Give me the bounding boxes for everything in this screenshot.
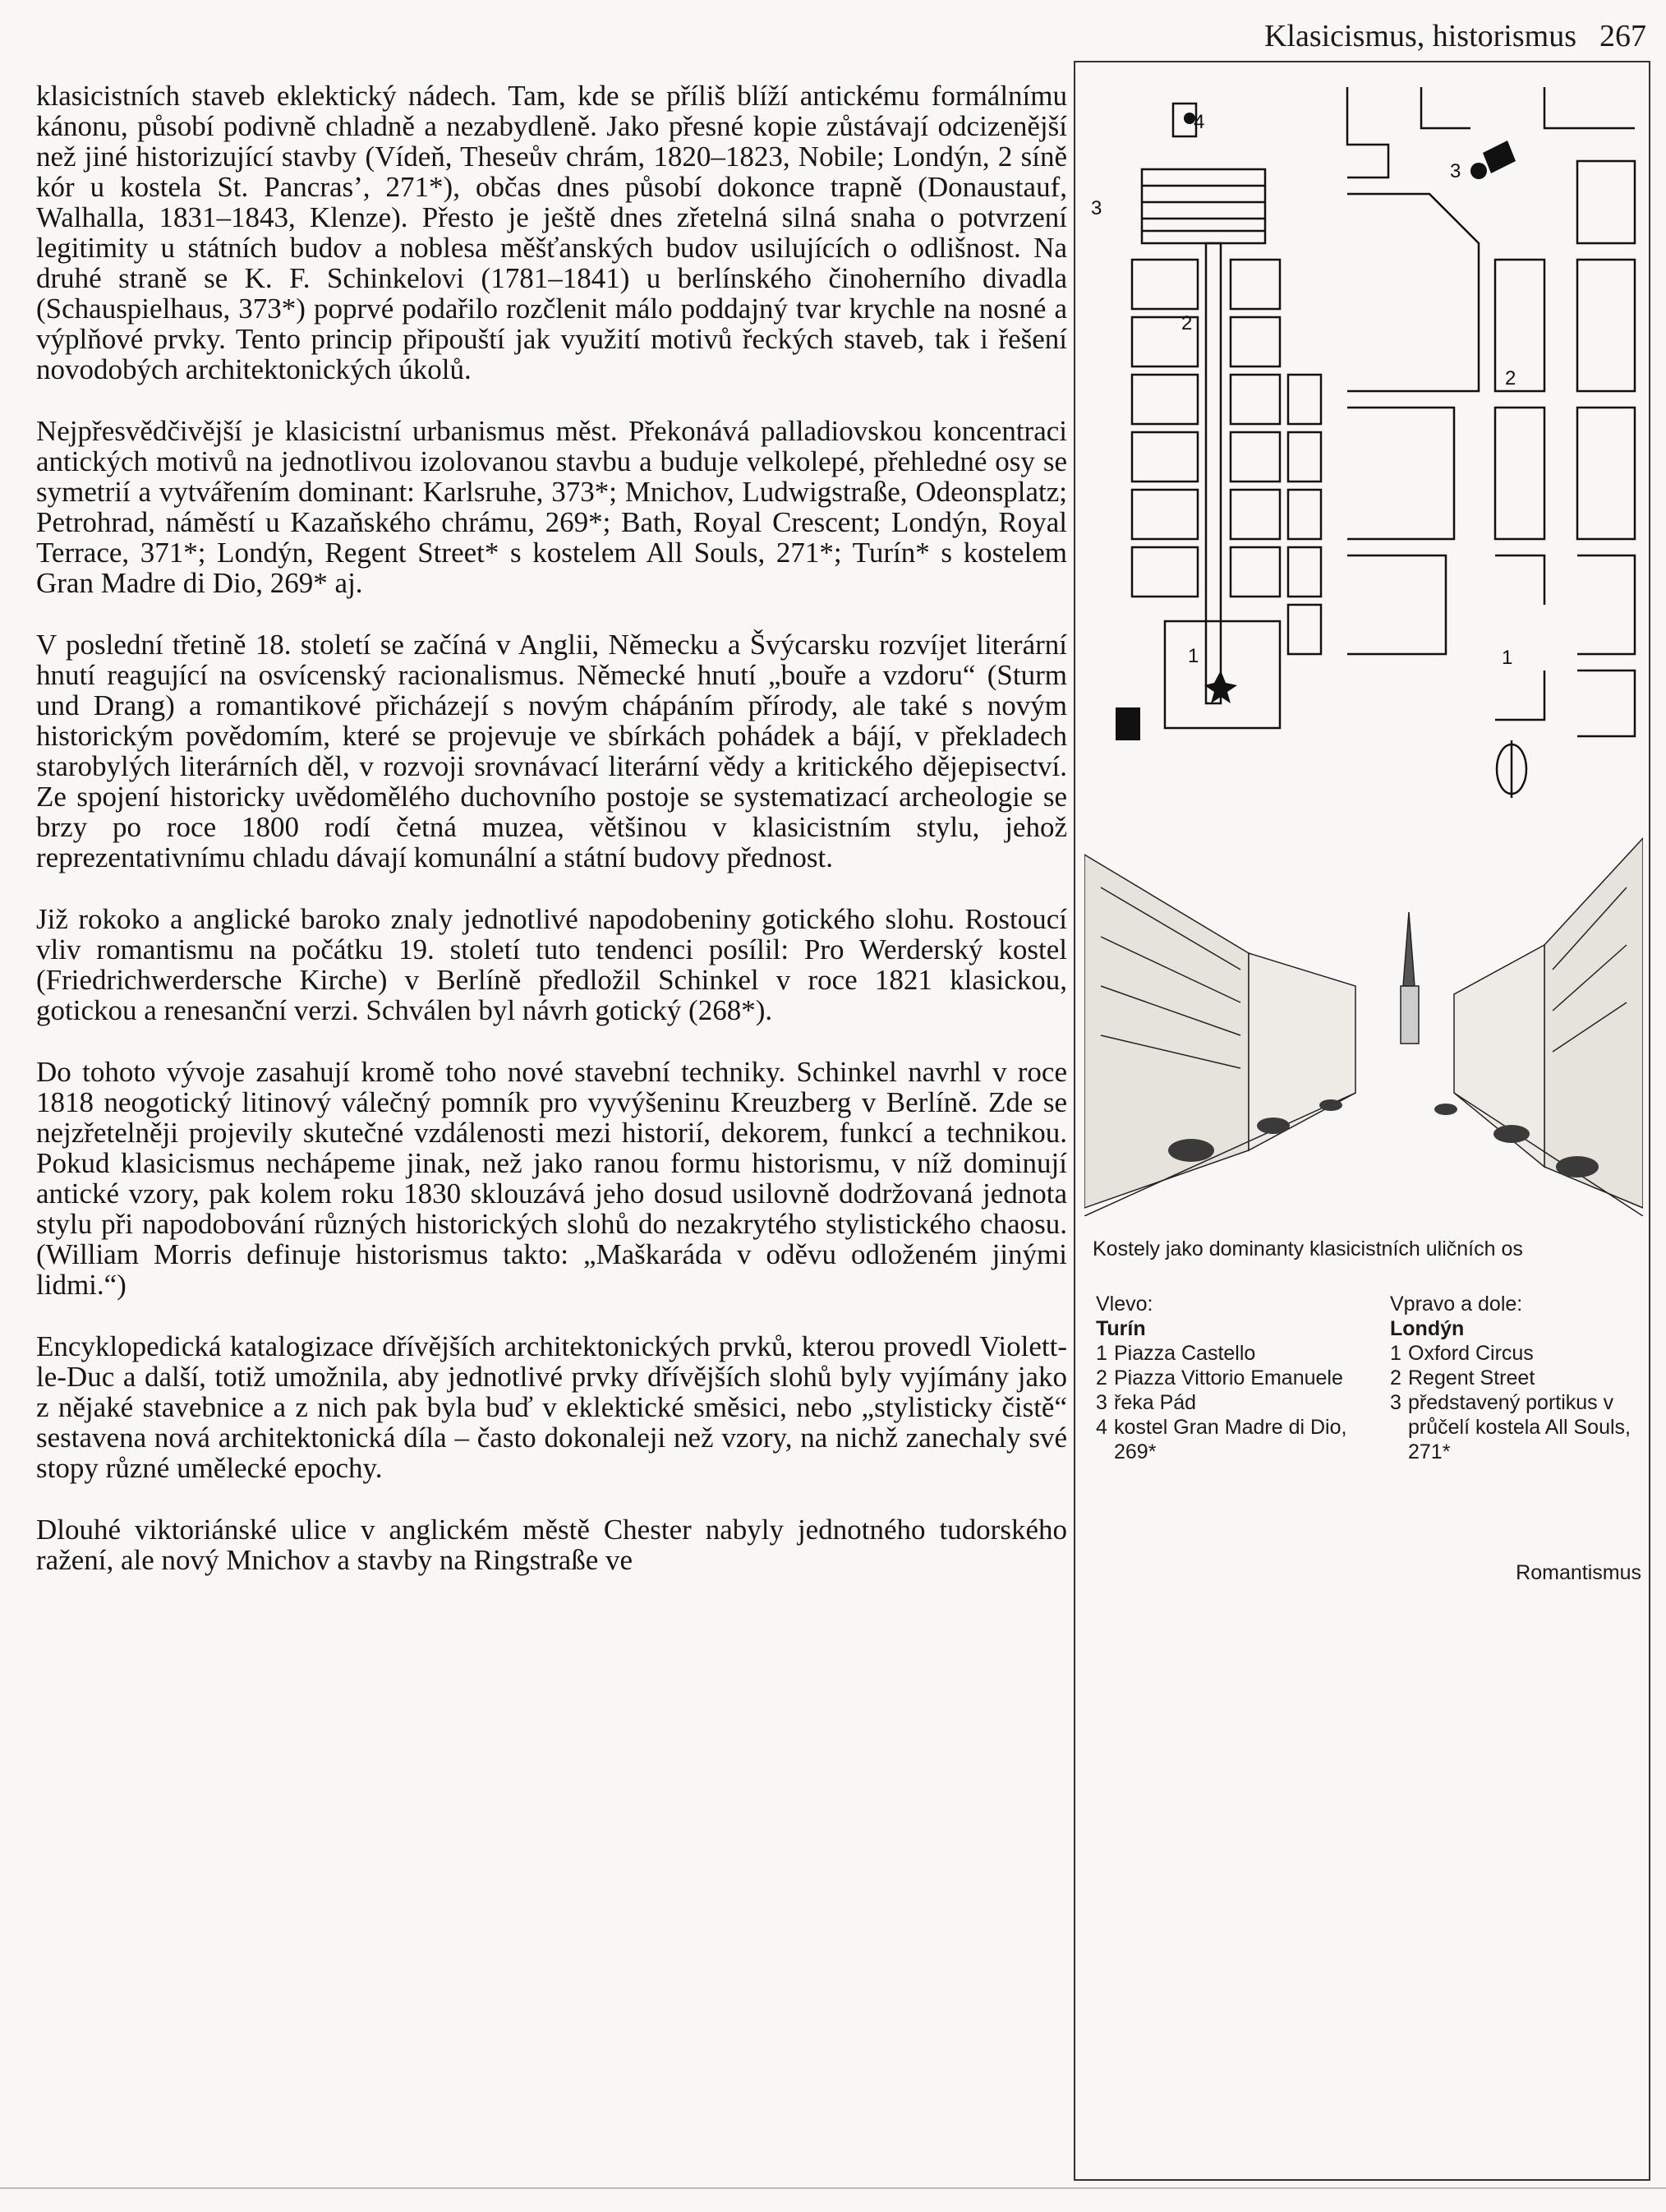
legend-item bbox=[1390, 1341, 1653, 1366]
figure-caption-title: Kostely jako dominanty klasicistních uličních os bbox=[1093, 1237, 1523, 1260]
legend-number: 4 bbox=[1096, 1416, 1107, 1439]
legend-city: Londýn bbox=[1390, 1317, 1465, 1340]
bottom-rule bbox=[0, 2187, 1666, 2189]
main-text-column bbox=[36, 81, 1067, 1606]
side-section-label: Romantismus bbox=[1516, 1561, 1641, 1584]
turin-street-plan bbox=[1083, 79, 1329, 786]
legend-item bbox=[1096, 1366, 1367, 1390]
legend-label: řeka Pád bbox=[1114, 1391, 1197, 1414]
paragraph: klasicistních staveb eklektický nádech. Tam, kde se příliš blíží antickému formálnímu kánonu, působí podivně chladně a nezabydleně. Jako přesné kopie zůstávají odcizenější než jiné historizující stavby (Vídeň, Theseův chrám, 1820–1823, Nobile; Londýn, 2 síně kór u kostela St. Pancras’, 271*), občas dnes působí dokonce trapně (Donaustauf, Walhalla, 1831–1843, Klenze). Přesto je ještě dnes zřetelná silná snaha o potvrzení legitimity u státních budov a noblesa měšťanských budov usilujících o odlišnost. Na druhé straně se K. F. Schinkelovi (1781–1841) u berlínského činoherního divadla (Schauspielhaus, 373*) poprvé podařilo rozčlenit málo poddajný tvar krychle na nosné a výplňové prvky. Tento princip připouští jak využití motivů řeckých staveb, tak i řešení novodobých architektonických úkolů. bbox=[36, 80, 1067, 385]
map-label: 3 bbox=[1091, 197, 1102, 219]
london-legend bbox=[1390, 1292, 1653, 1464]
legend-number: 3 bbox=[1096, 1391, 1107, 1414]
legend-item bbox=[1096, 1341, 1367, 1366]
legend-item bbox=[1390, 1390, 1653, 1464]
legend-number: 2 bbox=[1390, 1366, 1401, 1389]
legend-number: 1 bbox=[1390, 1342, 1401, 1365]
running-head bbox=[1264, 18, 1646, 54]
page-number: 267 bbox=[1599, 19, 1646, 53]
map-label: 4 bbox=[1194, 111, 1205, 133]
map-label: 3 bbox=[1450, 160, 1461, 182]
legend-label: Regent Street bbox=[1408, 1366, 1535, 1389]
legend-item bbox=[1096, 1415, 1367, 1464]
paragraph: Encyklopedická katalogizace dřívějších architektonických prvků, kterou provedl Violett-le-Duc a další, totiž umožnila, aby jednotlivé prvky dřívějších slohů byly vyjímány jako z nějaké stavebnice a z nich pak byla buď v eklektické směsici, nebo „stylisticky čistě“ sestavena nová architektonická díla – často dokonaleji než vzory, na nichž zanechaly své stopy různé umělecké epochy. bbox=[36, 1330, 1067, 1484]
legend-item bbox=[1390, 1366, 1653, 1390]
legend-heading: Vlevo: bbox=[1096, 1293, 1153, 1316]
turin-legend bbox=[1096, 1292, 1367, 1464]
paragraph: V poslední třetině 18. století se začíná v Anglii, Německu a Švýcarsku rozvíjet literární hnutí reagující na osvícenský racionalismus. Německé hnutí „bouře a vzdoru“ (Sturm und Drang) a romantikové přicházejí s novým chápáním přírody, ale také s novým historickým povědomím, které se projevuje ve sbírkách pohádek a bájí, v překladech starobylých literárních děl, v rozvoji srovnávací literární vědy a kritického dějepisectví. Ze spojení historicky uvědomělého duchovního postoje se systematizací archeologie se brzy po roce 1800 rodí četná muzea, většinou v klasicistním stylu, jehož reprezentativnímu chladu dávají komunální a státní budovy přednost. bbox=[36, 629, 1067, 873]
map-label: 2 bbox=[1505, 367, 1516, 389]
legend-label: kostel Gran Madre di Dio, 269* bbox=[1114, 1416, 1347, 1463]
legend-item bbox=[1096, 1390, 1367, 1415]
legend-number: 3 bbox=[1390, 1391, 1401, 1414]
legend-number: 2 bbox=[1096, 1366, 1107, 1389]
paragraph: Již rokoko a anglické baroko znaly jednotlivé napodobeniny gotického slohu. Rostoucí vliv romantismu na počátku 19. století tuto tendenci posílil: Pro Werderský kostel (Friedrichwerdersche Kirche) v Berlíně předložil Schinkel v roce 1821 klasickou, gotickou a renesanční verzi. Schválen byl návrh gotický (268*). bbox=[36, 903, 1067, 1026]
legend-label: Piazza Vittorio Emanuele bbox=[1114, 1366, 1343, 1389]
legend-number: 1 bbox=[1096, 1342, 1107, 1365]
paragraph: Dlouhé viktoriánské ulice v anglickém městě Chester nabyly jednotného tudorského ražení, ale nový Mnichov a stavby na Ringstraße ve bbox=[36, 1514, 1067, 1576]
paragraph: Nejpřesvědčivější je klasicistní urbanismus měst. Překonává palladiovskou koncentraci antických motivů na jednotlivou izolovanou stavbu a buduje velkolepé, přehledné osy se symetrií a vytvářením dominant: Karlsruhe, 373*; Mnichov, Ludwigstraße, Odeonsplatz; Petrohrad, náměstí u Kazaňského chrámu, 269*; Bath, Royal Crescent; Londýn, Royal Terrace, 371*; Londýn, Regent Street* s kostelem All Souls, 271*; Turín* s kostelem Gran Madre di Dio, 269* aj. bbox=[36, 415, 1067, 599]
regent-street-engraving bbox=[1084, 822, 1643, 1216]
paragraph: Do tohoto vývoje zasahují kromě toho nové stavební techniky. Schinkel navrhl v roce 1818 neogotický litinový válečný pomník pro vyvýšeninu Kreuzberg v Berlíně. Zde se nejzřetelněji projevily skutečné vzdálenosti mezi historií, dekorem, funkcí a technikou. Pokud klasicismus nechápeme jinak, než jako ranou formu historismu, v níž dominují antické vzory, pak kolem roku 1830 sklouzává jeho dosud usilovně dodržovaná jednota stylu při napodobování různých historických slohů do nezakrytého stylistického chaosu. (William Morris definuje historismus takto: „Maškaráda v oděvu odloženém jinými lidmi.“) bbox=[36, 1056, 1067, 1301]
map-label: 1 bbox=[1188, 645, 1199, 667]
map-label: 1 bbox=[1502, 647, 1513, 669]
legend-label: Oxford Circus bbox=[1408, 1342, 1534, 1365]
london-street-plan bbox=[1331, 79, 1643, 818]
legend-city: Turín bbox=[1096, 1317, 1146, 1340]
chapter-title: Klasicismus, historismus bbox=[1263, 19, 1576, 53]
legend-label: představený portikus v průčelí kostela All Souls, 271* bbox=[1408, 1391, 1631, 1463]
map-label: 2 bbox=[1181, 312, 1193, 334]
legend-label: Piazza Castello bbox=[1114, 1342, 1256, 1365]
legend-heading: Vpravo a dole: bbox=[1390, 1293, 1523, 1316]
